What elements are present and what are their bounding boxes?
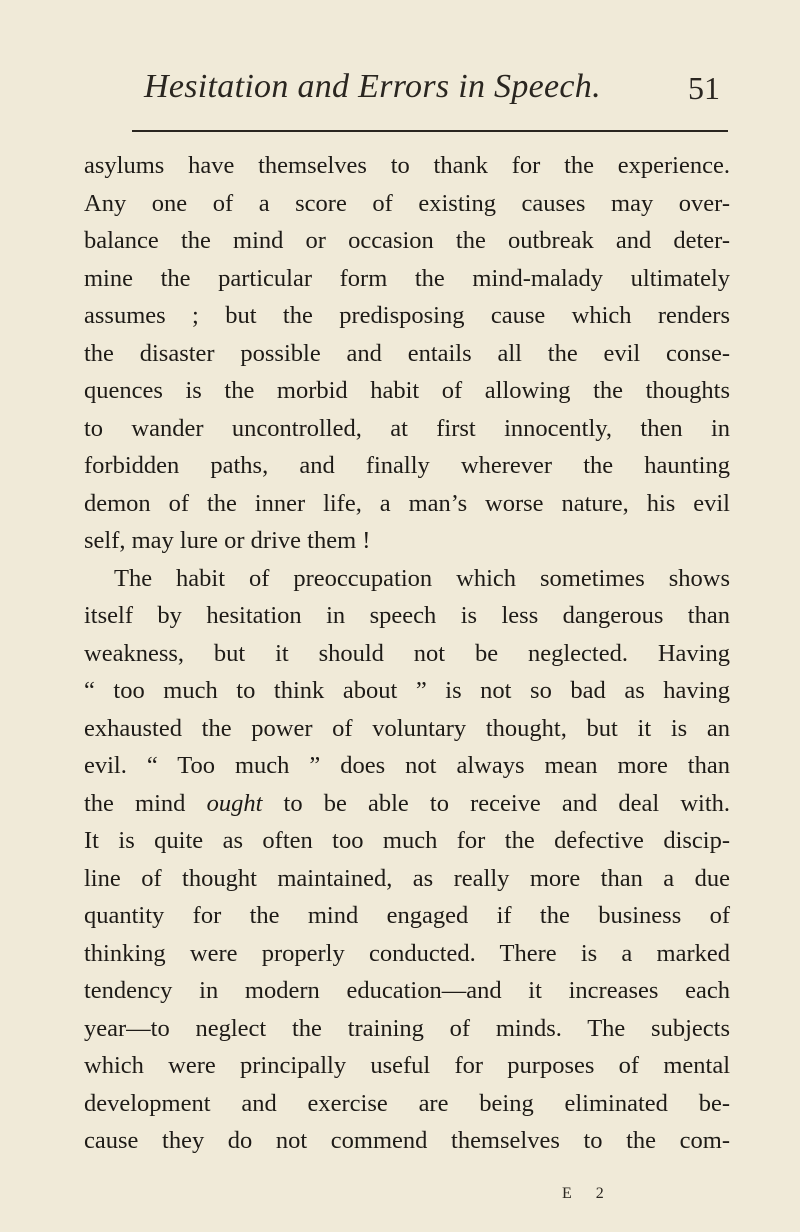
paragraph-end-line: self, may lure or drive them ! bbox=[84, 527, 371, 554]
text-line: exhausted the power of voluntary thought, but it is an bbox=[84, 714, 730, 742]
paragraph-start-line: The habit of preoccupation which sometimes shows bbox=[114, 564, 730, 592]
text-line: cause they do not commend themselves to the com- bbox=[84, 1127, 730, 1154]
text-line: which were principally useful for purposes of mental bbox=[84, 1052, 730, 1079]
body-text bbox=[84, 147, 730, 1160]
text-line: line of thought maintained, as really more than a due bbox=[84, 864, 730, 892]
text-line: the disaster possible and entails all the evil conse- bbox=[84, 339, 730, 367]
text-line: to wander uncontrolled, at first innocently, then in bbox=[84, 414, 730, 442]
text-line: assumes ; but the predisposing cause which renders bbox=[84, 302, 730, 329]
page-number: 51 bbox=[688, 70, 720, 106]
text-line: mine the particular form the mind-malady ultimately bbox=[84, 264, 730, 292]
signature-mark: E 2 bbox=[562, 1185, 614, 1202]
text-fragment: the mind bbox=[84, 789, 186, 817]
text-line: asylums have themselves to thank for the experience. bbox=[84, 152, 730, 179]
text-line: balance the mind or occasion the outbreak and deter- bbox=[84, 227, 730, 254]
text-line: thinking were properly conducted. There is a marked bbox=[84, 939, 730, 967]
text-line: “ too much to think about ” is not so bad as having bbox=[84, 677, 730, 704]
header-rule bbox=[132, 130, 728, 132]
text-line: quences is the morbid habit of allowing the thoughts bbox=[84, 377, 730, 404]
running-head bbox=[132, 62, 728, 112]
running-title: Hesitation and Errors in Speech. bbox=[144, 68, 601, 105]
text-line: development and exercise are being eliminated be- bbox=[84, 1089, 730, 1117]
text-line: weakness, but it should not be neglected. Having bbox=[84, 639, 730, 667]
text-fragment: to be able to receive and deal with. bbox=[283, 789, 731, 817]
text-line: It is quite as often too much for the defective discip- bbox=[84, 827, 730, 854]
text-line: Any one of a score of existing causes may over- bbox=[84, 189, 730, 217]
text-line: quantity for the mind engaged if the business of bbox=[84, 902, 730, 929]
text-line-with-emphasis bbox=[84, 785, 730, 823]
text-line: year—to neglect the training of minds. The subjects bbox=[84, 1014, 730, 1042]
text-line: tendency in modern education—and it increases each bbox=[84, 977, 730, 1004]
text-line: evil. “ Too much ” does not always mean more than bbox=[84, 752, 730, 779]
text-line: demon of the inner life, a man’s worse nature, his evil bbox=[84, 489, 730, 517]
text-line: forbidden paths, and finally wherever the haunting bbox=[84, 452, 730, 479]
emphasized-word: ought bbox=[206, 789, 263, 817]
text-line: itself by hesitation in speech is less dangerous than bbox=[84, 602, 730, 629]
